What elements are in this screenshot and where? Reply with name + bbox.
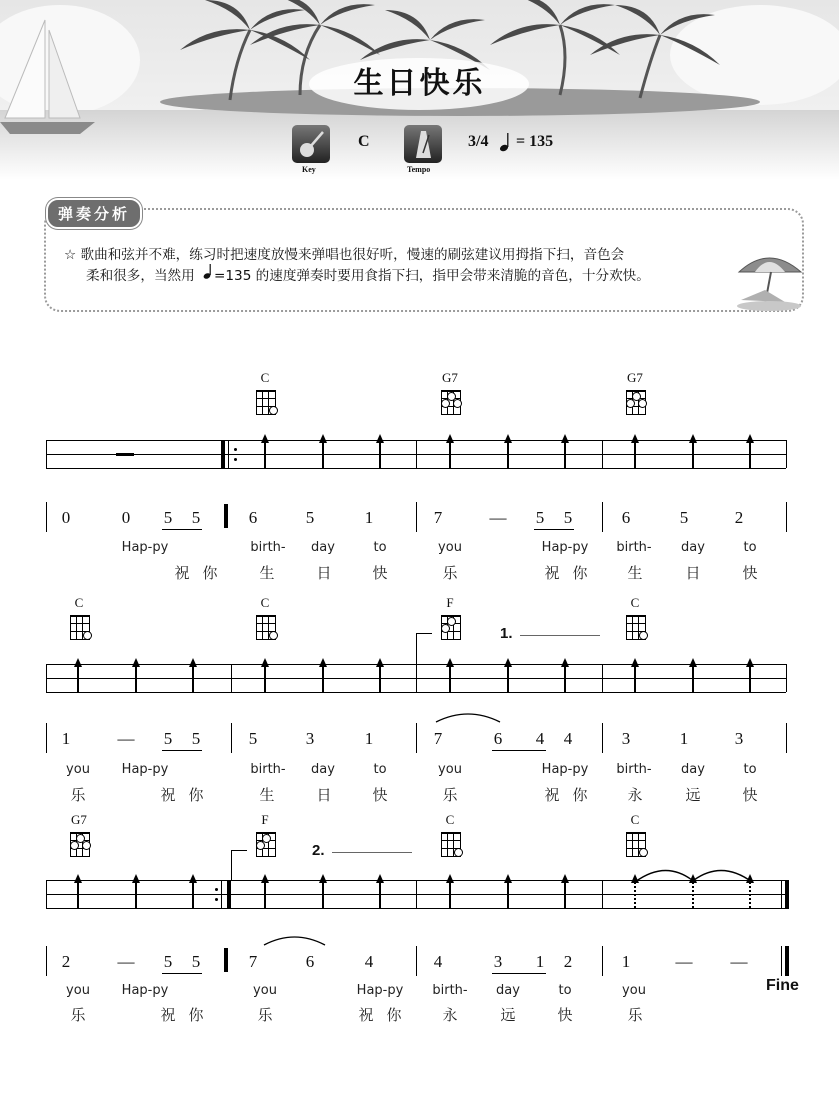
finger-dot	[269, 631, 278, 640]
numbered-barline	[416, 723, 417, 753]
jianpu-note: —	[117, 729, 135, 748]
jianpu-note: —	[730, 952, 748, 971]
finger-dot	[626, 399, 635, 408]
lyric-chinese: 你	[188, 786, 204, 804]
lyric-english: you	[66, 762, 90, 777]
volta-bracket	[231, 850, 232, 880]
chord-name: G7	[442, 370, 458, 385]
lyric-chinese: 日	[316, 564, 332, 582]
lyric-english: you	[66, 983, 90, 998]
finger-dot	[453, 399, 462, 408]
numbered-barline	[602, 946, 603, 976]
jianpu-note: 0	[121, 508, 131, 527]
barline	[46, 664, 47, 692]
volta-line	[520, 635, 600, 636]
eighth-beam	[162, 750, 202, 751]
finger-dot	[441, 399, 450, 408]
lyric-chinese: 快	[372, 786, 388, 804]
jianpu-note: 1	[535, 952, 545, 971]
finger-dot	[639, 848, 648, 857]
barline	[46, 440, 47, 468]
lyric-chinese: 生	[259, 786, 275, 804]
jianpu-note: 7	[433, 729, 443, 748]
lyric-english: you	[622, 983, 646, 998]
chord-name: C	[74, 595, 84, 610]
finger-dot	[269, 406, 278, 415]
jianpu-note: 1	[621, 952, 631, 971]
lyric-chinese: 永	[442, 1006, 458, 1024]
tie-curve	[632, 864, 762, 884]
lyric-english: birth-	[250, 762, 286, 777]
lyric-english: birth-	[250, 540, 286, 555]
lyric-chinese: 乐	[70, 786, 86, 804]
lyric-english: day	[311, 762, 335, 777]
lyric-chinese: 快	[742, 786, 758, 804]
repeat-thick-bar	[227, 880, 231, 909]
jianpu-note: 3	[493, 952, 503, 971]
jianpu-note: 6	[621, 508, 631, 527]
final-barline	[785, 880, 789, 909]
jianpu-note: 6	[493, 729, 503, 748]
jianpu-note: 5	[163, 508, 173, 527]
volta-line	[231, 850, 247, 851]
quarter-note-icon	[203, 262, 214, 280]
chord-name: G7	[627, 370, 643, 385]
tempo-label: Tempo	[407, 165, 431, 174]
jianpu-note: 3	[734, 729, 744, 748]
eighth-beam	[162, 973, 202, 974]
lyric-chinese: 祝	[544, 564, 560, 582]
arpeggio-squiggle	[634, 882, 638, 908]
analysis-line-2a: 柔和很多，当然用	[86, 268, 195, 284]
lyric-english: day	[496, 983, 520, 998]
lyric-english: day	[311, 540, 335, 555]
lyric-english: Hap-py	[121, 762, 169, 777]
barline	[416, 664, 417, 692]
metronome-tempo-icon	[404, 125, 442, 163]
lyric-english: Hap-py	[541, 762, 589, 777]
jianpu-note: 1	[679, 729, 689, 748]
barline	[602, 440, 603, 468]
finger-dot	[83, 631, 92, 640]
key-label: Key	[302, 165, 316, 174]
lyric-chinese: 你	[572, 564, 588, 582]
lyric-english: to	[558, 983, 572, 998]
volta-number: 2.	[312, 842, 325, 859]
finger-dot	[639, 631, 648, 640]
jianpu-note: 2	[734, 508, 744, 527]
jianpu-note: 1	[364, 508, 374, 527]
beach-umbrella-icon	[735, 250, 803, 312]
repeat-thick-bar	[221, 440, 225, 469]
barline	[602, 880, 603, 908]
lyric-chinese: 日	[685, 564, 701, 582]
jianpu-note: 0	[61, 508, 71, 527]
lyric-chinese: 远	[500, 1006, 516, 1024]
staff-line	[46, 908, 786, 909]
repeat-dot	[234, 458, 237, 461]
repeat-thin-bar	[228, 440, 229, 468]
lyric-english: to	[743, 762, 757, 777]
jianpu-note: 4	[563, 729, 573, 748]
chord-name: F	[446, 595, 454, 610]
finger-dot	[454, 848, 463, 857]
jianpu-note: —	[675, 952, 693, 971]
numbered-barline	[786, 502, 787, 532]
finger-dot	[441, 624, 450, 633]
repeat-thin-bar	[221, 880, 222, 908]
lyric-english: day	[681, 762, 705, 777]
numbered-repeat-bar	[224, 948, 228, 972]
lyric-chinese: 快	[742, 564, 758, 582]
barline	[416, 440, 417, 468]
lyric-chinese: 祝	[544, 786, 560, 804]
numbered-barline	[602, 723, 603, 753]
volta-line	[416, 633, 432, 634]
jianpu-note: 4	[433, 952, 443, 971]
jianpu-note: 5	[191, 508, 201, 527]
lyric-chinese: 祝	[160, 1006, 176, 1024]
lyric-english: you	[253, 983, 277, 998]
key-value: C	[358, 133, 370, 150]
lyric-chinese: 快	[372, 564, 388, 582]
slur-curve	[433, 709, 503, 723]
repeat-dot	[234, 448, 237, 451]
jianpu-note: 6	[305, 952, 315, 971]
jianpu-note: 1	[364, 729, 374, 748]
lyric-chinese: 快	[557, 1006, 573, 1024]
numbered-barline	[46, 723, 47, 753]
jianpu-note: 5	[248, 729, 258, 748]
volta-number: 1.	[500, 625, 513, 642]
chord-name: F	[261, 812, 269, 827]
finger-dot	[70, 841, 79, 850]
lyric-chinese: 乐	[627, 1006, 643, 1024]
jianpu-note: 1	[61, 729, 71, 748]
song-title: 生日快乐	[353, 66, 486, 101]
tempo-value: = 135	[516, 133, 554, 150]
analysis-line-1: ☆ 歌曲和弦并不难，练习时把速度放慢来弹唱也很好听，慢速的刷弦建议用拇指下扫，音色会	[64, 247, 625, 263]
volta-bracket	[416, 633, 417, 664]
jianpu-note: —	[489, 508, 507, 527]
numbered-barline	[416, 946, 417, 976]
ukulele-key-icon	[292, 125, 330, 163]
numbered-barline	[46, 946, 47, 976]
lyric-chinese: 日	[316, 786, 332, 804]
jianpu-note: 4	[364, 952, 374, 971]
barline	[781, 880, 782, 908]
lyric-english: Hap-py	[541, 540, 589, 555]
lyric-english: Hap-py	[121, 983, 169, 998]
lyric-english: birth-	[616, 540, 652, 555]
finger-dot	[256, 841, 265, 850]
analysis-line-2b: =135 的速度弹奏时要用食指下扫，指甲会带来清脆的音色，十分欢快。	[214, 268, 650, 284]
lyric-english: to	[373, 540, 387, 555]
volta-line	[332, 852, 412, 853]
lyric-chinese: 你	[572, 786, 588, 804]
eighth-beam	[492, 973, 546, 974]
jianpu-note: 5	[535, 508, 545, 527]
lyric-english: birth-	[432, 983, 468, 998]
lyric-chinese: 你	[188, 1006, 204, 1024]
jianpu-note: 5	[563, 508, 573, 527]
lyric-english: you	[438, 540, 462, 555]
lyric-english: Hap-py	[121, 540, 169, 555]
jianpu-note: 5	[305, 508, 315, 527]
lyric-chinese: 乐	[257, 1006, 273, 1024]
chord-name: G7	[71, 812, 87, 827]
chord-name: C	[630, 595, 640, 610]
lyric-chinese: 生	[259, 564, 275, 582]
staff-line	[46, 468, 786, 469]
slur-curve	[261, 932, 328, 946]
lyric-english: you	[438, 762, 462, 777]
barline	[786, 440, 787, 468]
jianpu-note: 6	[248, 508, 258, 527]
lyric-chinese: 祝	[174, 564, 190, 582]
numbered-barline	[781, 946, 782, 976]
lyric-chinese: 你	[386, 1006, 402, 1024]
numbered-final-bar	[785, 946, 789, 976]
lyric-english: birth-	[616, 762, 652, 777]
chord-name: C	[260, 370, 270, 385]
lyric-chinese: 你	[202, 564, 218, 582]
barline	[46, 880, 47, 908]
arpeggio-squiggle	[692, 882, 696, 908]
quarter-note-icon	[499, 131, 513, 153]
repeat-dot	[215, 888, 218, 891]
time-signature: 3/4	[468, 133, 489, 150]
numbered-repeat-bar	[224, 504, 228, 528]
finger-dot	[638, 399, 647, 408]
finger-dot	[82, 841, 91, 850]
eighth-beam	[492, 750, 546, 751]
chord-name: C	[445, 812, 455, 827]
jianpu-note: 4	[535, 729, 545, 748]
barline	[786, 664, 787, 692]
lyric-english: to	[373, 762, 387, 777]
jianpu-note: 5	[191, 952, 201, 971]
staff-line	[46, 692, 786, 693]
eighth-beam	[534, 529, 574, 530]
barline	[231, 664, 232, 692]
lyric-english: Hap-py	[356, 983, 404, 998]
numbered-barline	[231, 723, 232, 753]
chord-name: C	[630, 812, 640, 827]
lyric-english: day	[681, 540, 705, 555]
jianpu-note: 7	[248, 952, 258, 971]
chord-name: C	[260, 595, 270, 610]
jianpu-note: 5	[163, 952, 173, 971]
numbered-barline	[46, 502, 47, 532]
jianpu-note: 5	[679, 508, 689, 527]
rest-mark	[116, 453, 134, 456]
lyric-chinese: 乐	[70, 1006, 86, 1024]
barline	[602, 664, 603, 692]
barline	[416, 880, 417, 908]
jianpu-note: 2	[563, 952, 573, 971]
jianpu-note: 3	[621, 729, 631, 748]
numbered-barline	[602, 502, 603, 532]
lyric-english: to	[743, 540, 757, 555]
lyric-chinese: 祝	[358, 1006, 374, 1024]
jianpu-note: 5	[163, 729, 173, 748]
ending-fine: Fine	[766, 977, 799, 994]
lyric-chinese: 生	[627, 564, 643, 582]
lyric-chinese: 祝	[160, 786, 176, 804]
repeat-dot	[215, 898, 218, 901]
jianpu-note: 2	[61, 952, 71, 971]
jianpu-note: —	[117, 952, 135, 971]
lyric-chinese: 永	[627, 786, 643, 804]
lyric-chinese: 乐	[442, 786, 458, 804]
jianpu-note: 7	[433, 508, 443, 527]
jianpu-note: 3	[305, 729, 315, 748]
jianpu-note: 5	[191, 729, 201, 748]
lyric-chinese: 乐	[442, 564, 458, 582]
arpeggio-squiggle	[749, 882, 753, 908]
numbered-barline	[786, 723, 787, 753]
numbered-barline	[416, 502, 417, 532]
lyric-chinese: 远	[685, 786, 701, 804]
eighth-beam	[162, 529, 202, 530]
analysis-tag: 弹奏分析	[46, 198, 142, 229]
